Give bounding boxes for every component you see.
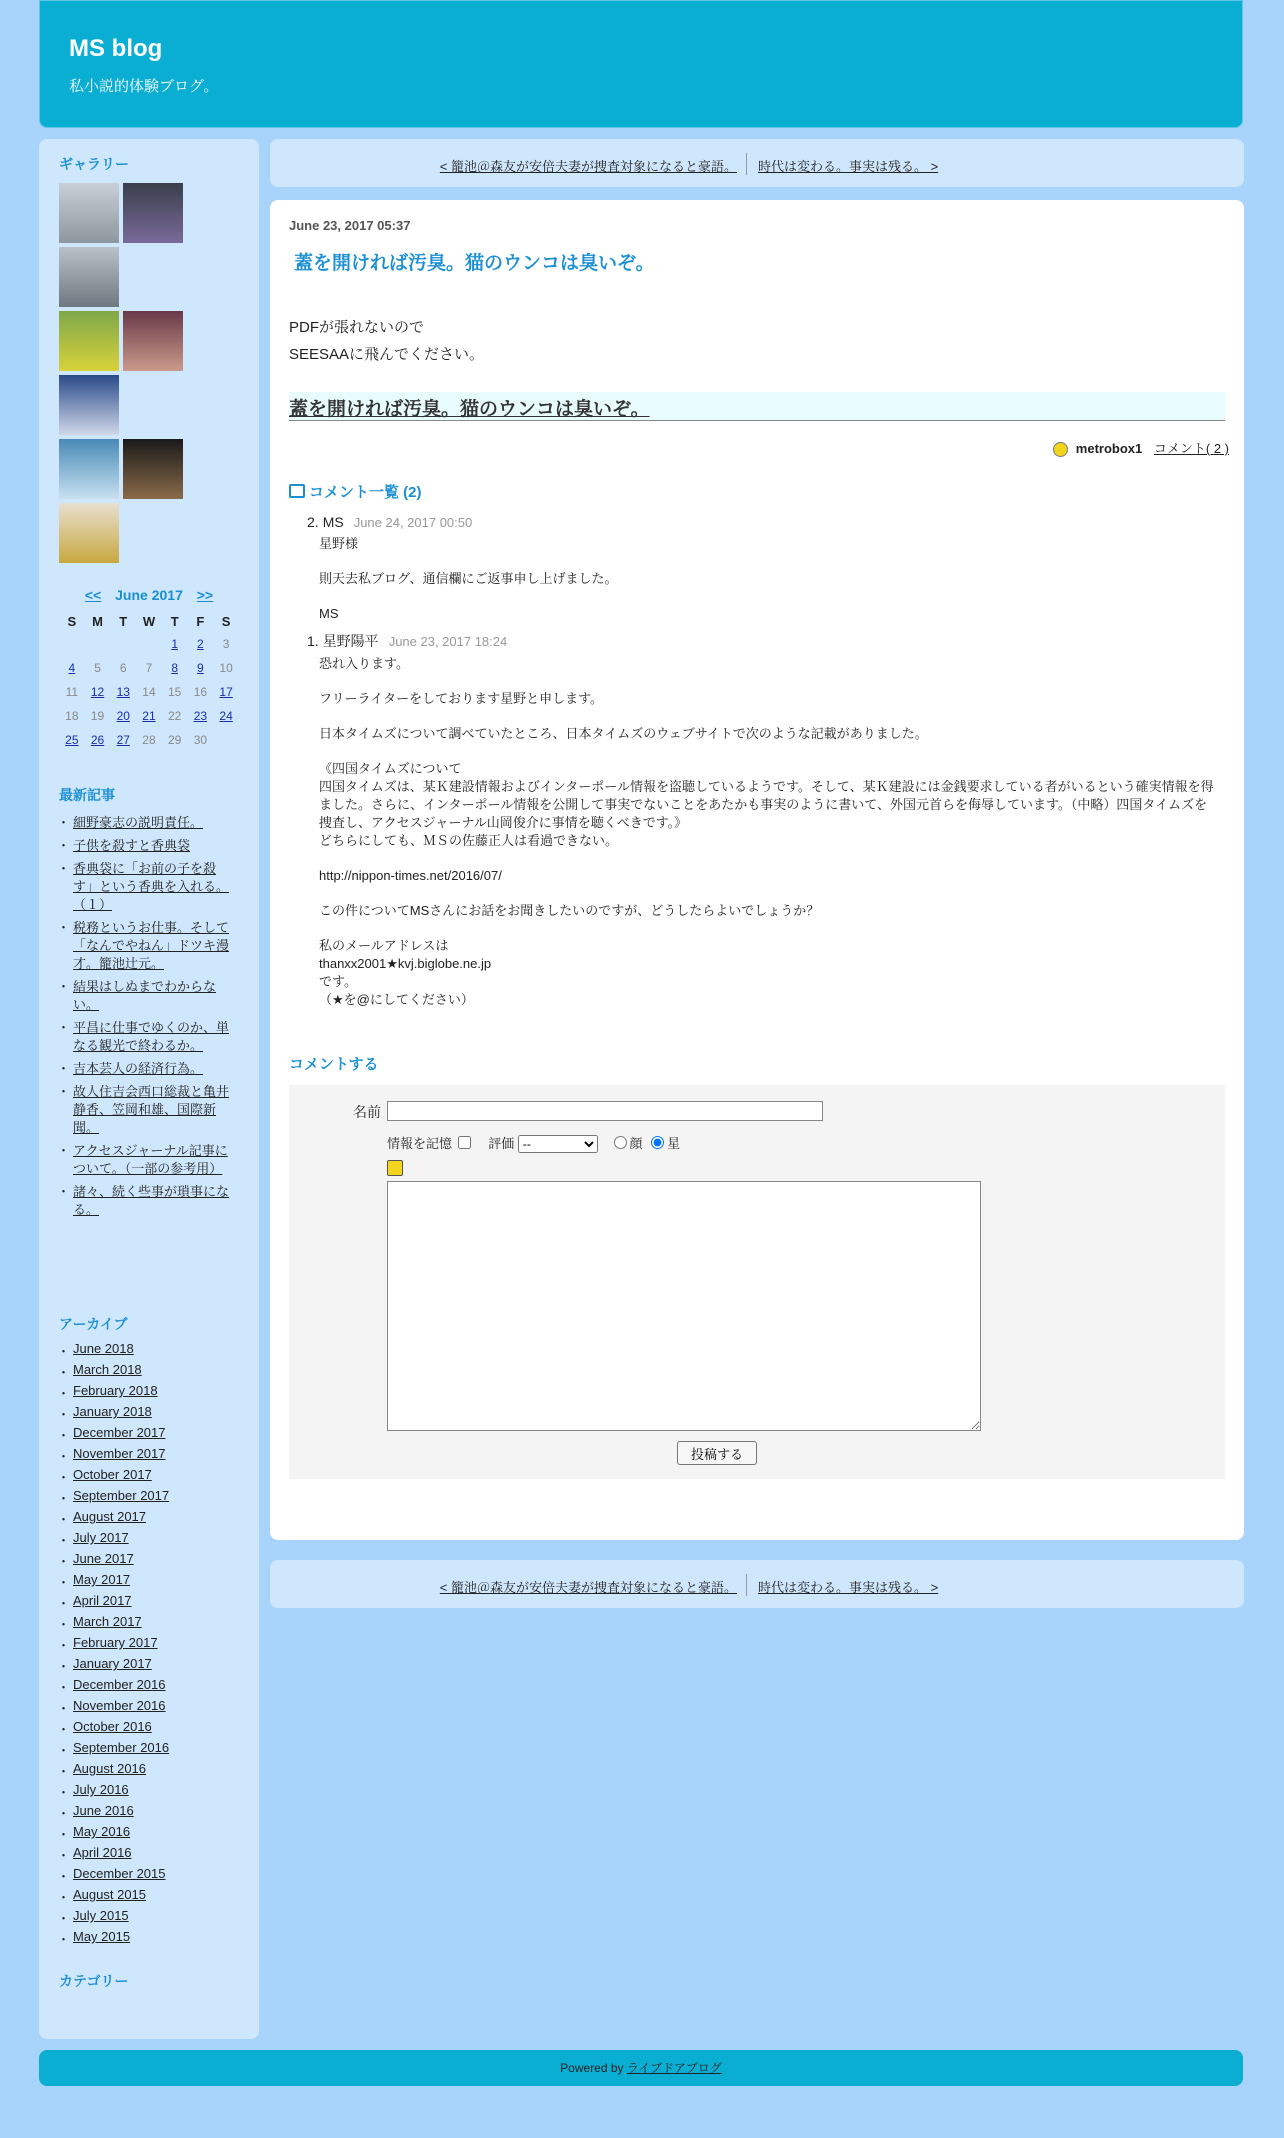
comment-paragraph: http://nippon-times.net/2016/07/: [319, 868, 502, 883]
recent-post-link[interactable]: 細野豪志の説明責任。: [73, 815, 204, 830]
comment-paragraph: 日本タイムズについて調べていたところ、日本タイムズのウェブサイトで次のような記載がありました。: [319, 726, 928, 741]
recent-post-item: [59, 978, 234, 1014]
comment-paragraph: 則天去私ブログ、通信欄にご返事申し上げました。: [319, 571, 618, 586]
archive-link[interactable]: June 2018: [73, 1341, 134, 1356]
archive-link[interactable]: June 2017: [73, 1551, 134, 1566]
archive-item: [59, 1929, 169, 1950]
calendar-day: 5: [94, 661, 101, 675]
recent-post-link[interactable]: 故人住吉会西口総裁と亀井静香、笠岡和雄、国際新聞。: [73, 1084, 230, 1135]
nav-divider: [746, 153, 747, 175]
comments-heading-text: コメント一覧 (2): [309, 484, 422, 501]
comment-paragraph: MS: [319, 606, 339, 621]
calendar-weekday: M: [92, 614, 103, 629]
calendar-day: 10: [219, 661, 233, 675]
archive-link[interactable]: January 2018: [73, 1404, 152, 1419]
calendar-day: [213, 728, 239, 752]
calendar-prev-link[interactable]: <<: [84, 587, 102, 603]
recent-post-item: [59, 1183, 234, 1219]
smile-icon: [1053, 442, 1068, 457]
recent-post-item: [59, 814, 234, 832]
star-radio-label: 星: [667, 1136, 681, 1151]
recent-post-link[interactable]: アクセスジャーナル記事について。（一部の参考用）: [73, 1143, 228, 1176]
external-link-box: [289, 392, 1225, 421]
archive-link[interactable]: November 2017: [73, 1446, 166, 1461]
comment-form: [289, 1085, 1225, 1479]
archive-item: [59, 1404, 169, 1425]
archive-link[interactable]: May 2016: [73, 1824, 131, 1839]
archive-link[interactable]: January 2017: [73, 1656, 152, 1671]
archive-link[interactable]: July 2015: [73, 1908, 129, 1923]
comments-count-link[interactable]: コメント( 2 ): [1153, 441, 1229, 456]
comment-form-title: コメントする: [289, 1056, 379, 1073]
archive-link[interactable]: February 2017: [73, 1635, 158, 1650]
calendar-day[interactable]: 9: [197, 661, 204, 675]
post-body: [289, 314, 484, 368]
calendar-day[interactable]: 2: [197, 637, 204, 651]
calendar-day[interactable]: 1: [171, 637, 178, 651]
prev-post-link[interactable]: < 籠池＠森友が安倍夫妻が捜査対象になると豪語。: [439, 159, 737, 174]
calendar-weekday: S: [221, 614, 231, 629]
calendar-day: [85, 632, 111, 656]
gallery-thumb[interactable]: [123, 183, 183, 243]
calendar-day[interactable]: 25: [65, 733, 79, 747]
calendar-day: 7: [145, 661, 153, 675]
calendar-day: 6: [119, 661, 127, 675]
archive-link[interactable]: December 2015: [73, 1866, 166, 1881]
calendar-day[interactable]: 12: [90, 685, 105, 699]
remember-label: 情報を記憶: [387, 1136, 453, 1151]
archive-link[interactable]: August 2016: [73, 1761, 147, 1776]
archive-item: [59, 1341, 169, 1362]
comment-body: [319, 655, 1219, 1026]
archive-link[interactable]: October 2016: [73, 1719, 152, 1734]
remember-checkbox[interactable]: [458, 1136, 471, 1149]
calendar-day: 16: [193, 685, 208, 699]
recent-post-item: [59, 1142, 234, 1178]
comment-number: 1.: [307, 633, 319, 649]
blog-subtitle: 私小説的体験ブログ。: [69, 78, 219, 95]
comment-meta: [307, 631, 507, 651]
comment-meta: [307, 514, 472, 530]
calendar-day[interactable]: 26: [90, 733, 105, 747]
post-title[interactable]: 蓋を開ければ汚臭。猫のウンコは臭いぞ。: [294, 253, 655, 274]
comment-paragraph: 私のメールアドレスは thanxx2001★kvj.biglobe.ne.jp です。 （★を@にしてください）: [319, 938, 492, 1007]
calendar-day: [110, 632, 136, 656]
comment-paragraph: 《四国タイムズについて 四国タイムズは、某Ｋ建設情報およびインターポール情報を盗聴しているようです。そして、某Ｋ建設には金銭要求している者がいるという確実情報を得ました。さらに、インターポール情報を公開して事実でないことをあたかも事実のように書いて、外国元首らを侮辱しています。（中略）四国タイムズを捜査し、アクセスジャーナル山岡俊介に事情を聴くべきです。》 どちらにしても、ＭＳの佐藤正人は看過できない。: [319, 761, 1214, 848]
archive-item: [59, 1551, 169, 1572]
calendar-day: 30: [193, 733, 208, 747]
calendar-day[interactable]: 4: [68, 661, 76, 675]
calendar-day[interactable]: 27: [116, 733, 130, 747]
prev-post-link[interactable]: < 籠池＠森友が安倍夫妻が捜査対象になると豪語。: [439, 1580, 737, 1595]
calendar-day: 19: [90, 709, 105, 723]
gallery-thumb[interactable]: [123, 311, 183, 371]
calendar-weekday: T: [119, 614, 128, 629]
archive-item: [59, 1719, 169, 1740]
calendar-month: June 2017: [115, 587, 183, 603]
sidebar: [39, 139, 259, 2039]
next-post-link[interactable]: 時代は変わる。事実は残る。 >: [758, 1580, 939, 1595]
calendar-day: 28: [142, 733, 156, 747]
archive-item: [59, 1362, 169, 1383]
archive-item: [59, 1845, 169, 1866]
archive-link[interactable]: April 2017: [73, 1593, 132, 1608]
star-radio[interactable]: [651, 1136, 664, 1149]
archive-link[interactable]: July 2017: [73, 1530, 129, 1545]
archive-item: [59, 1866, 169, 1887]
post-author: metrobox1: [1075, 441, 1143, 456]
recent-post-link[interactable]: 子供を殺すと香典袋: [73, 838, 191, 853]
post-nav-top: [270, 139, 1244, 187]
calendar-weekday: W: [142, 614, 156, 629]
archive-item: [59, 1635, 169, 1656]
archive-item: [59, 1698, 169, 1719]
archive-link[interactable]: October 2017: [73, 1467, 152, 1482]
gallery-title: ギャラリー: [59, 156, 129, 172]
gallery-thumb[interactable]: [59, 183, 119, 243]
comment-time: June 24, 2017 00:50: [353, 515, 473, 530]
calendar-weekday: F: [196, 614, 205, 629]
comment-icon: [289, 484, 305, 498]
recent-post-item: [59, 1060, 234, 1078]
recent-post-link[interactable]: 香典袋に「お前の子を殺す」という香典を入れる。（１）: [73, 861, 230, 912]
archive-link[interactable]: September 2017: [73, 1488, 170, 1503]
calendar-day: [59, 632, 85, 656]
recent-title: 最新記事: [59, 787, 115, 803]
archive-link[interactable]: August 2015: [73, 1887, 147, 1902]
comment-time: June 23, 2017 18:24: [388, 634, 508, 649]
comment-textarea[interactable]: [387, 1181, 981, 1431]
gallery-thumb[interactable]: [59, 439, 119, 499]
calendar-day: 22: [167, 709, 182, 723]
post-date: June 23, 2017 05:37: [289, 218, 411, 233]
archive-item: [59, 1488, 169, 1509]
site-footer: [39, 2050, 1243, 2086]
recent-post-link[interactable]: 吉本芸人の経済行為。: [73, 1061, 204, 1076]
archive-item: [59, 1656, 169, 1677]
archive-item: [59, 1803, 169, 1824]
recent-post-link[interactable]: 税務というお仕事。そして「なんでやねん」ドツキ漫才。籠池辻元。: [73, 920, 230, 971]
archive-link[interactable]: November 2016: [73, 1698, 166, 1713]
comment-number: 2.: [307, 514, 319, 530]
face-radio[interactable]: [614, 1136, 627, 1149]
archive-link[interactable]: July 2016: [73, 1782, 129, 1797]
name-label: 名前: [353, 1104, 381, 1120]
recent-post-item: [59, 860, 234, 914]
external-post-link[interactable]: 蓋を開ければ汚臭。猫のウンコは臭いぞ。: [289, 399, 650, 420]
calendar-header: [59, 587, 239, 603]
archive-item: [59, 1782, 169, 1803]
calendar: [59, 587, 239, 752]
recent-post-item: [59, 1019, 234, 1055]
comments-heading: [289, 481, 422, 502]
archive-item: [59, 1824, 169, 1845]
recent-post-link[interactable]: 平昌に仕事でゆくのか、単なる観光で終わるか。: [73, 1020, 230, 1053]
archive-item: [59, 1425, 169, 1446]
archive-item: [59, 1572, 169, 1593]
gallery-thumb[interactable]: [59, 247, 119, 307]
archive-link[interactable]: February 2018: [73, 1383, 158, 1398]
archive-item: [59, 1887, 169, 1908]
calendar-weekday: S: [67, 614, 77, 629]
calendar-day: 29: [167, 733, 182, 747]
calendar-weekday: T: [170, 614, 179, 629]
powered-by-text: Powered by: [560, 2061, 624, 2075]
calendar-day[interactable]: 24: [219, 709, 233, 723]
calendar-day[interactable]: 13: [116, 685, 130, 699]
article: [270, 200, 1244, 1540]
calendar-day[interactable]: 21: [142, 709, 156, 723]
gallery-thumb[interactable]: [123, 439, 183, 499]
nav-divider: [746, 1574, 747, 1596]
post-nav-bottom: [270, 1560, 1244, 1608]
form-options-row: [387, 1133, 680, 1153]
archive-list: [59, 1341, 169, 1950]
gallery-thumb[interactable]: [59, 375, 119, 435]
submit-comment-button[interactable]: 投稿する: [677, 1441, 757, 1465]
recent-post-link[interactable]: 結果はしぬまでわからない。: [73, 979, 217, 1012]
archive-item: [59, 1446, 169, 1467]
archive-item: [59, 1614, 169, 1635]
recent-post-item: [59, 919, 234, 973]
calendar-day: 3: [222, 637, 230, 651]
comment-paragraph: 星野様: [319, 536, 359, 551]
archive-item: [59, 1740, 169, 1761]
archive-link[interactable]: May 2017: [73, 1572, 131, 1587]
comment-paragraph: 恐れ入ります。: [319, 656, 409, 671]
archive-link[interactable]: June 2016: [73, 1803, 134, 1818]
blog-title[interactable]: MS blog: [69, 35, 163, 62]
calendar-day[interactable]: 17: [219, 685, 233, 699]
calendar-day: 14: [142, 685, 156, 699]
calendar-grid: [59, 611, 239, 752]
post-body-line: PDFが張れないので: [289, 319, 425, 336]
archive-link[interactable]: September 2016: [73, 1740, 170, 1755]
archive-link[interactable]: December 2016: [73, 1677, 166, 1692]
archive-link[interactable]: December 2017: [73, 1425, 166, 1440]
calendar-day[interactable]: 20: [116, 709, 130, 723]
archive-item: [59, 1593, 169, 1614]
recent-post-item: [59, 837, 234, 855]
archive-link[interactable]: March 2017: [73, 1614, 142, 1629]
archive-link[interactable]: March 2018: [73, 1362, 142, 1377]
calendar-day[interactable]: 8: [171, 661, 178, 675]
recent-post-item: [59, 1083, 234, 1137]
archive-item: [59, 1530, 169, 1551]
smiley-picker-icon[interactable]: [387, 1160, 403, 1176]
recent-posts-list: [59, 814, 234, 1224]
archive-item: [59, 1761, 169, 1782]
post-footer: [1053, 438, 1229, 457]
archive-item: [59, 1467, 169, 1488]
comment-paragraph: フリーライターをしております星野と申します。: [319, 691, 604, 706]
gallery-thumb[interactable]: [59, 503, 119, 563]
name-input[interactable]: [387, 1101, 823, 1121]
category-title: カテゴリー: [59, 1973, 129, 1989]
calendar-day: 18: [65, 709, 79, 723]
calendar-day: 15: [167, 685, 182, 699]
archive-link[interactable]: April 2016: [73, 1845, 132, 1860]
livedoor-blog-link[interactable]: ライブドアブログ: [626, 2061, 722, 2075]
archive-item: [59, 1677, 169, 1698]
calendar-next-link[interactable]: >>: [196, 587, 214, 603]
rating-select[interactable]: [518, 1135, 598, 1153]
rating-label: 評価: [488, 1136, 515, 1151]
post-body-line: SEESAAに飛んでください。: [289, 346, 485, 363]
calendar-day: [136, 632, 162, 656]
comment-paragraph: この件についてMSさんにお話をお聞きしたいのですが、どうしたらよいでしょうか？: [319, 903, 820, 918]
comment-author: 星野陽平: [322, 633, 379, 649]
comment-body: [319, 535, 1219, 640]
gallery-thumb[interactable]: [59, 311, 119, 371]
archive-link[interactable]: May 2015: [73, 1929, 131, 1944]
next-post-link[interactable]: 時代は変わる。事実は残る。 >: [758, 159, 939, 174]
comment-author: MS: [322, 514, 344, 530]
recent-post-link[interactable]: 諸々、続く些事が瑣事になる。: [73, 1184, 230, 1217]
blog-header: [39, 0, 1243, 128]
archive-title: アーカイブ: [59, 1316, 128, 1332]
calendar-day: 11: [65, 685, 79, 699]
archive-item: [59, 1908, 169, 1929]
face-radio-label: 顔: [629, 1136, 643, 1151]
archive-item: [59, 1509, 169, 1530]
archive-link[interactable]: August 2017: [73, 1509, 147, 1524]
calendar-day[interactable]: 23: [193, 709, 208, 723]
archive-item: [59, 1383, 169, 1404]
